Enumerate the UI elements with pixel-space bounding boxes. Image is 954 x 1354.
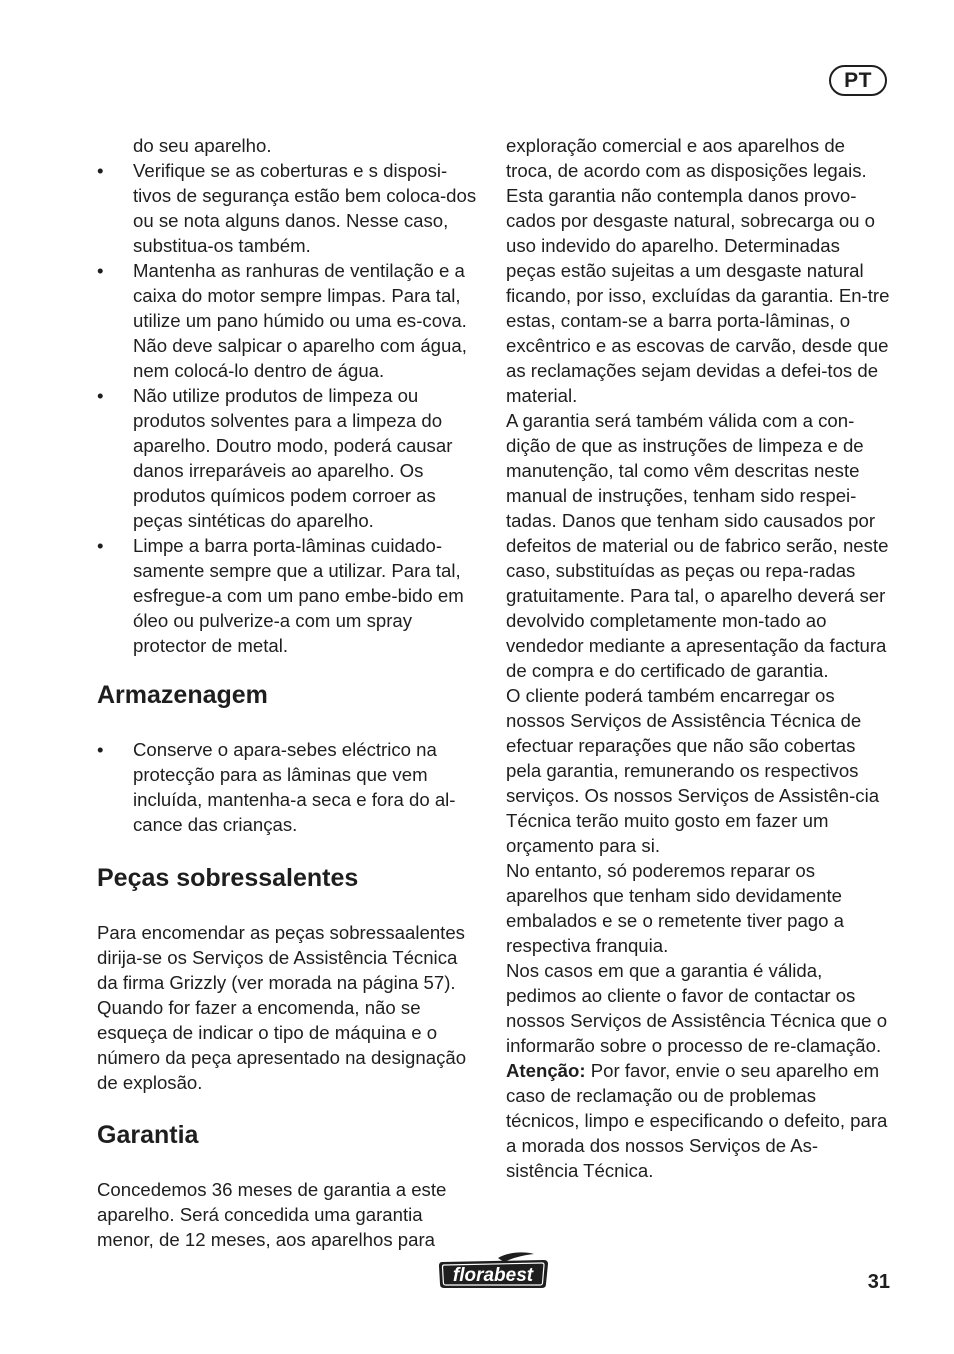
warranty-heading: Garantia: [97, 1121, 199, 1149]
list-item: [97, 737, 481, 837]
attention-label: Atenção:: [506, 1060, 586, 1081]
leaf-logo-icon: [438, 1250, 550, 1290]
list-item-text: Verifique se as coberturas e s disposi-tivos de segurança estão bem coloca-dos ou se nota alguns danos. Nesse caso, substitua-os também.: [133, 160, 477, 256]
warranty-paragraph: exploração comercial e aos aparelhos de troca, de acordo com as disposições legais. Esta garantia não contempla danos provo-cados por desgaste natural, sobrecarga ou o uso indevido do aparelho. Determinadas peças estão sujeitas a um desgaste natural ficando, por isso, excluídas da garantia. En-tre estas, contam-se a barra porta-lâminas, o excêntrico e as escovas de carvão, desde que as reclamações sejam devidas a defei-tos de material.: [506, 135, 890, 406]
svg-text:florabest: florabest: [452, 1265, 534, 1286]
list-item-text: Não utilize produtos de limpeza ou produtos solventes para a limpeza do aparelho. Doutro modo, poderá causar danos irreparáveis ao aparelho. Os produtos químicos podem corroer as peças sintéticas do aparelho.: [133, 385, 453, 531]
list-item-text: Limpe a barra porta-lâminas cuidado-samente sempre que a utilizar. Para tal, esfregue-a com um pano embe-bido em óleo ou pulverize-a com um spray protector de metal.: [133, 535, 464, 656]
list-item: [97, 383, 481, 533]
florabest-logo: [438, 1250, 550, 1290]
warranty-paragraph: A garantia será também válida com a con-dição de que as instruções de limpeza e de manutenção, tal como vêm descritas neste manual de instruções, tenham sido respei-tadas. Danos que tenham sido causados por defeitos de material ou de fabrico serão, neste caso, substituídas as peças ou repa-radas gratuitamente. Para tal, o aparelho deverá ser devolvido completamente mon-tado ao vendedor mediante a apresentação da factura de compra e do certificado de garantia.: [506, 410, 889, 681]
intro-continuation: do seu aparelho.: [133, 135, 272, 156]
warranty-paragraph: O cliente poderá também encarregar os nossos Serviços de Assistência Técnica de efectuar reparações que não são cobertas pela garantia, remunerando os respectivos serviços. Os nossos Serviços de Assistên-cia Técnica terão muito gosto em fazer um orçamento para si.: [506, 685, 880, 856]
storage-bullet-list: [97, 737, 481, 837]
page-number: 31: [867, 1271, 890, 1293]
attention-paragraph: [506, 1058, 890, 1183]
storage-heading: Armazenagem: [97, 681, 268, 709]
warranty-text: Concedemos 36 meses de garantia a este aparelho. Será concedida uma garantia menor, de 12 meses, aos aparelhos para: [97, 1179, 447, 1250]
spare-parts-heading: Peças sobressalentes: [97, 864, 359, 892]
list-item: [97, 158, 481, 258]
list-item: [97, 533, 481, 658]
bullet-icon: •: [97, 160, 104, 181]
bullet-icon: •: [97, 385, 104, 406]
warranty-paragraph: Nos casos em que a garantia é válida, pedimos ao cliente o favor de contactar os nossos Serviços de Assistência Técnica que o informarão sobre o processo de re-clamação.: [506, 960, 888, 1056]
spare-parts-text: Para encomendar as peças sobressaalentes dirija-se os Serviços de Assistência Técnica da firma Grizzly (ver morada na página 57). Quando for fazer a encomenda, não se esqueça de indicar o tipo de máquina e o número da peça apresentado na designação de explosão.: [97, 922, 467, 1093]
bullet-icon: •: [97, 535, 104, 556]
language-badge: PT: [829, 65, 887, 96]
list-item-text: Conserve o apara-sebes eléctrico na protecção para as lâminas que vem incluída, mantenha-a seca e fora do al-cance das crianças.: [133, 739, 456, 835]
attention-text: Por favor, envie o seu aparelho em caso de reclamação ou de problemas técnicos, limpo e especificando o defeito, para a morada dos nossos Serviços de As-sistência Técnica.: [506, 1060, 888, 1181]
right-column: [506, 133, 890, 1183]
bullet-icon: •: [97, 739, 104, 760]
list-item: [97, 258, 481, 383]
bullet-icon: •: [97, 260, 104, 281]
maintenance-bullet-list: [97, 158, 481, 658]
left-column: [97, 133, 481, 1252]
list-item-text: Mantenha as ranhuras de ventilação e a caixa do motor sempre limpas. Para tal, utilize um pano húmido ou uma es-cova. Não deve salpicar o aparelho com água, nem colocá-lo dentro de água.: [133, 260, 467, 381]
warranty-paragraph: No entanto, só poderemos reparar os aparelhos que tenham sido devidamente embalados e se o remetente tiver pago a respectiva franquia.: [506, 860, 844, 956]
